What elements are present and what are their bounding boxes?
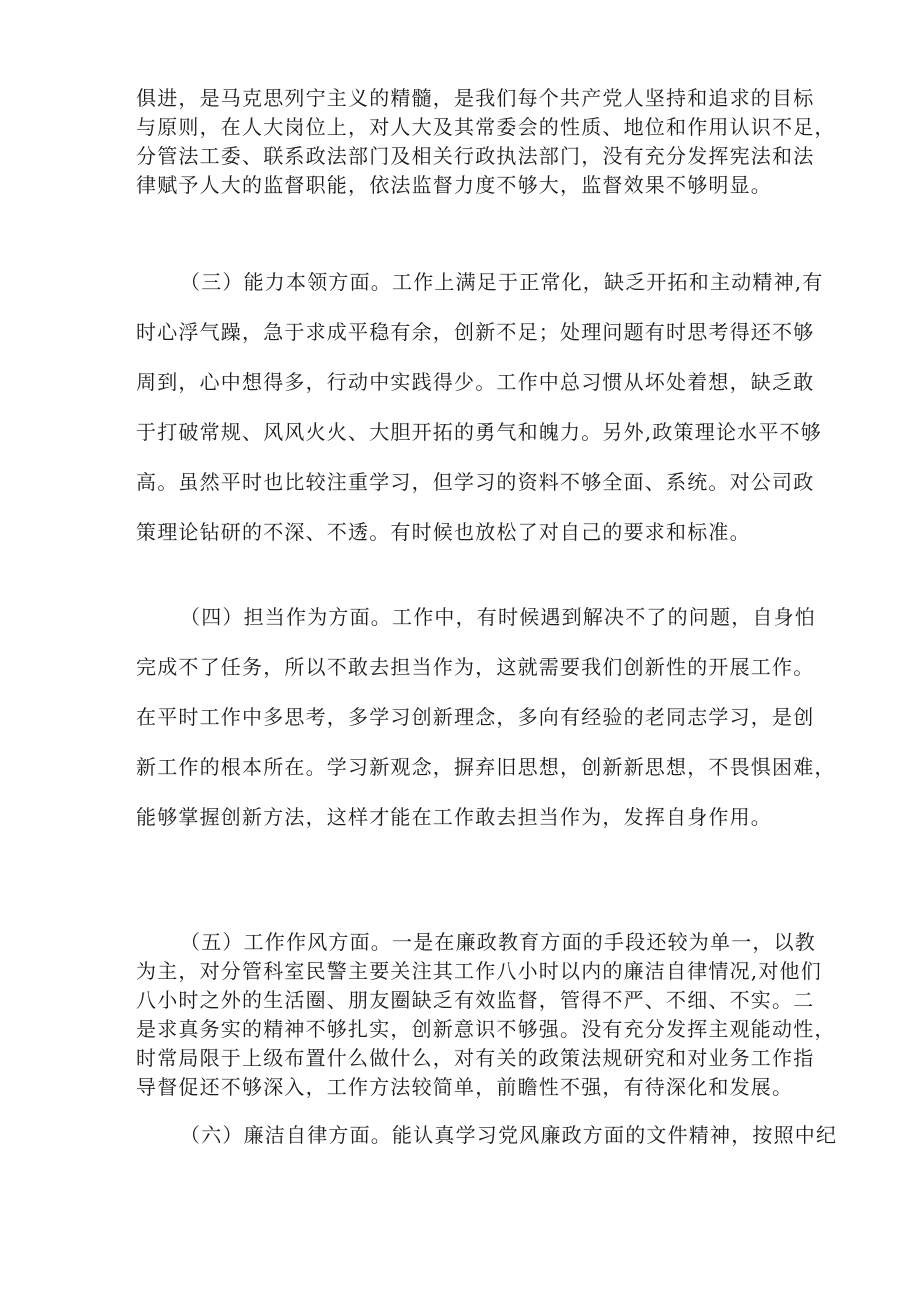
- text-line: 时常局限于上级布置什么做什么，对有关的政策法规研究和对业务工作指: [136, 1046, 815, 1070]
- paragraph-5-integrity: [136, 1110, 838, 1160]
- text-line: 分管法工委、联系政法部门及相关行政执法部门，没有充分发挥宪法和法: [136, 144, 815, 168]
- text-line: 俱进，是马克思列宁主义的精髓，是我们每个共产党人坚持和追求的目标: [136, 86, 815, 110]
- text-line: 八小时之外的生活圈、朋友圈缺乏有效监督，管得不严、不细、不实。二: [136, 988, 815, 1012]
- text-line: 导督促还不够深入，工作方法较简单，前瞻性不强，有待深化和发展。: [136, 1075, 794, 1099]
- text-line: 与原则，在人大岗位上，对人大及其常委会的性质、地位和作用认识不足，: [136, 115, 836, 139]
- text-line: 高。虽然平时也比较注重学习，但学习的资料不够全面、系统。对公司政: [136, 470, 815, 494]
- text-line: 是求真务实的精神不够扎实，创新意识不够强。没有充分发挥主观能动性，: [136, 1017, 836, 1041]
- text-line: 完成不了任务，所以不敢去担当作为，这就需要我们创新性的开展工作。: [136, 655, 815, 679]
- text-line: 律赋予人大的监督职能，依法监督力度不够大，监督效果不够明显。: [136, 173, 772, 197]
- text-line: 新工作的根本所在。学习新观念，摒弃旧思想，创新新思想，不畏惧困难，: [136, 755, 836, 779]
- paragraph-3-responsibility: [136, 592, 836, 842]
- text-line: （四）担当作为方面。工作中，有时候遇到解决不了的问题，自身怕: [180, 605, 816, 629]
- text-line: （五）工作作风方面。一是在廉政教育方面的手段还较为单一，以教: [180, 930, 816, 954]
- paragraph-4-work-style: [136, 928, 836, 1102]
- text-line: 于打破常规、风风火火、大胆开拓的勇气和魄力。另外,政策理论水平不够: [136, 420, 822, 444]
- text-line: 在平时工作中多思考，多学习创新理念，多向有经验的老同志学习，是创: [136, 705, 815, 729]
- paragraph-1: [136, 84, 836, 200]
- text-line: 时心浮气躁，急于求成平稳有余，创新不足；处理问题有时思考得还不够: [136, 320, 815, 344]
- text-line: 能够掌握创新方法，这样才能在工作敢去担当作为，发挥自身作用。: [136, 805, 772, 829]
- text-line: 周到，心中想得多，行动中实践得少。工作中总习惯从坏处着想，缺乏敢: [136, 370, 815, 394]
- text-line: 策理论钻研的不深、不透。有时候也放松了对自己的要求和标准。: [136, 520, 751, 544]
- text-line: 为主，对分管科室民警主要关注其工作八小时以内的廉洁自律情况,对他们: [136, 959, 822, 983]
- text-line: （六）廉洁自律方面。能认真学习党风廉政方面的文件精神，按照中纪: [180, 1123, 838, 1147]
- text-line: （三）能力本领方面。工作上满足于正常化，缺乏开拓和主动精神,有: [180, 270, 824, 294]
- paragraph-2-capability: [136, 257, 824, 557]
